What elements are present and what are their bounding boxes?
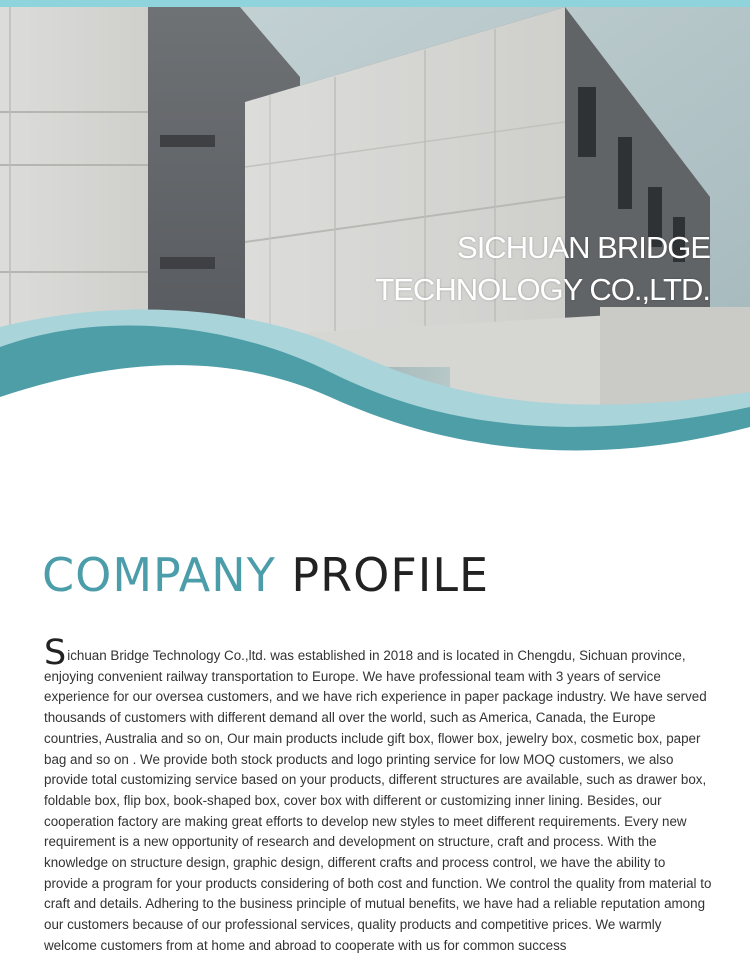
heading-word-profile: PROFILE <box>291 548 490 602</box>
profile-text: ichuan Bridge Technology Co.,ltd. was established in 2018 and is located in Chengdu, Sichuan province, enjoying convenient railway transportation to Europe. We have professional team with 3 years of service experience for our oversea customers, and we have rich experience in paper package industry. We have served thousands of customers with different demand all over the world, such as America, Canada, the Europe countries, Australia and so on, Our main products include gift box, flower box, jewelry box, cosmetic box, paper bag and so on . We provide both stock products and logo printing service for low MOQ customers, we also provide total customizing service based on your products, different structures are available, such as drawer box, foldable box, flip box, book-shaped box, cover box with different or customizing inner lining. Besides, our cooperation factory are making great efforts to develop new styles to meet different requirements. Every new requirement is a new opportunity of research and development on structure, craft and process. With the knowledge on structure design, graphic design, different crafts and process control, we have the ability to provide a program for your products considering of both cost and function. We control the quality from material to craft and details. Adhering to the business principle of mutual benefits, we have had a reliable reputation among our customers because of our professional services, quality products and competitive prices. We warmly welcome customers from at home and abroad to cooperate with us for common success <box>44 648 712 953</box>
company-name-line-2: TECHNOLOGY CO.,LTD. <box>375 272 710 307</box>
drop-cap: S <box>44 633 67 673</box>
company-name-overlay <box>375 227 710 311</box>
profile-paragraph <box>44 633 712 957</box>
section-heading <box>42 548 489 602</box>
top-accent-strip <box>0 0 750 7</box>
hero-banner <box>0 7 750 527</box>
company-name-line-1: SICHUAN BRIDGE <box>457 230 710 265</box>
heading-word-company: COMPANY <box>42 548 276 602</box>
